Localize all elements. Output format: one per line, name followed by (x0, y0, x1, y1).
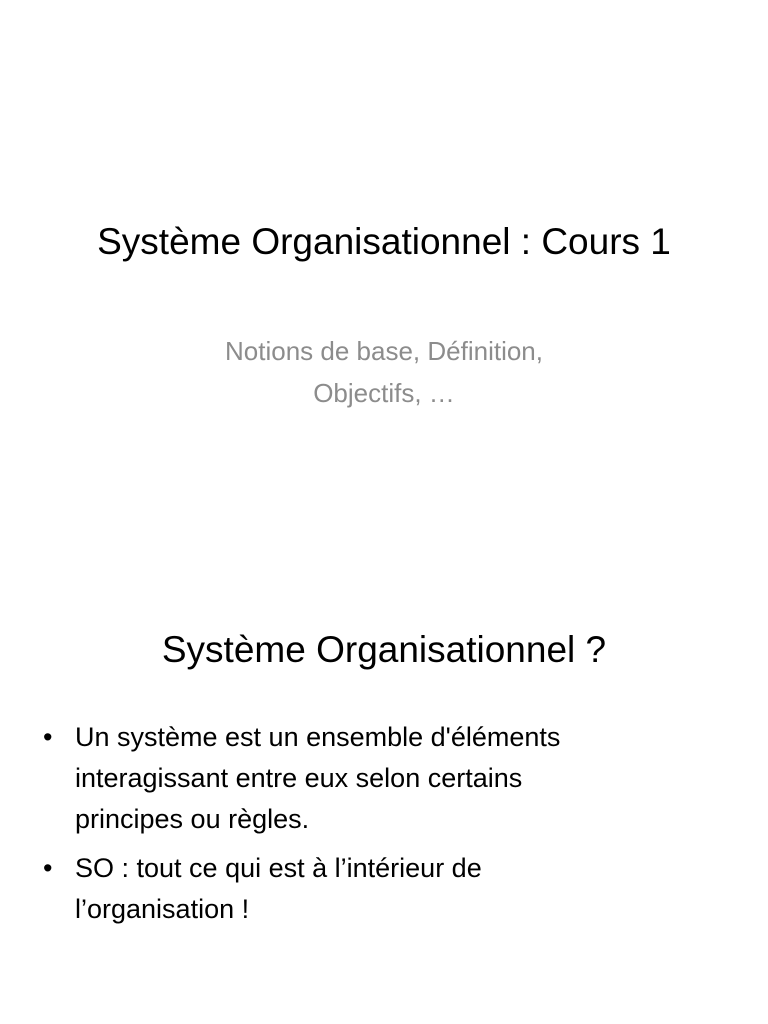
subtitle-line: Notions de base, Définition, (225, 336, 543, 366)
bullet-item-system-definition (40, 717, 660, 840)
slide-1-title: Système Organisationnel : Cours 1 (97, 221, 671, 262)
bullet-line: Un système est un ensemble d'éléments (75, 722, 561, 752)
slide-1-subtitle (150, 330, 618, 414)
slide-definition (0, 512, 768, 1024)
bullet-point-icon: • (43, 853, 53, 883)
bullet-point-icon: • (43, 722, 53, 752)
bullet-list (40, 717, 660, 938)
bullet-item-so-definition (40, 848, 660, 930)
slide-2-title: Système Organisationnel ? (161, 629, 607, 670)
bullet-line: SO : tout ce qui est à l’intérieur de (75, 853, 482, 883)
subtitle-line: Objectifs, … (313, 378, 455, 408)
bullet-line: l’organisation ! (75, 894, 250, 924)
bullet-line: principes ou règles. (75, 804, 310, 834)
bullet-line: interagissant entre eux selon certains (75, 763, 523, 793)
